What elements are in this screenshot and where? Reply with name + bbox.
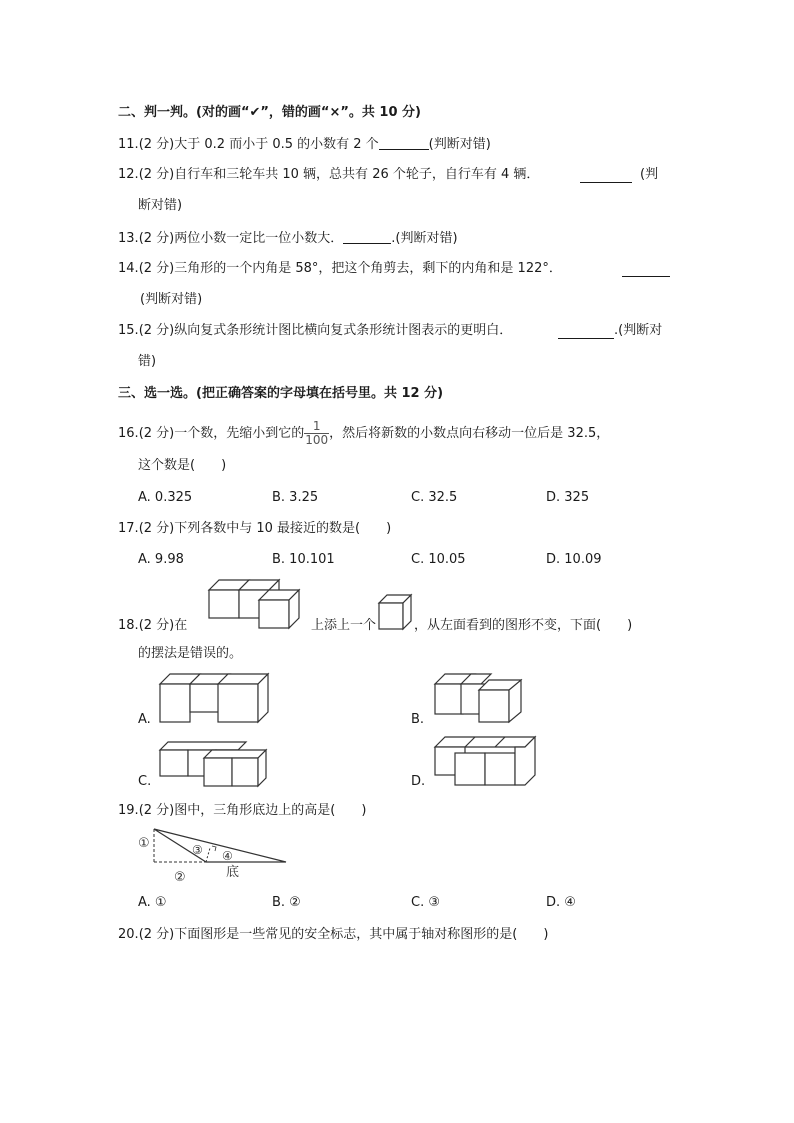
question-18-end: ，从左面看到的图形不变，下面( ) (414, 618, 633, 633)
q18-option-c[interactable]: C. (138, 774, 152, 789)
q19-option-a[interactable]: A. ① (138, 895, 167, 910)
q19-label-2: ② (174, 870, 186, 885)
section-3-heading: 三、选一选。(把正确答案的字母填在括号里。共 12 分) (118, 386, 444, 401)
q16-option-a[interactable]: A. 0.325 (138, 490, 193, 505)
q16-option-c[interactable]: C. 32.5 (411, 490, 458, 505)
q18-option-d[interactable]: D. (411, 774, 426, 789)
q18-option-a[interactable]: A. (138, 712, 151, 727)
question-18-start: 18.(2 分)在 (118, 618, 188, 633)
question-13: 13.(2 分)两位小数一定比一位小数大． .(判断对错) (118, 231, 458, 246)
question-12-tail: (判 (640, 167, 659, 182)
question-15-tail-2: 错) (138, 354, 157, 369)
q19-option-c[interactable]: C. ③ (411, 895, 440, 910)
q19-option-d[interactable]: D. ④ (546, 895, 576, 910)
q19-label-base: 底 (226, 865, 240, 880)
question-16: 16.(2 分)一个数，先缩小到它的 $\frac{1}{100}$ ，然后将新数的小数点向右移动一位后是 32.5， (118, 419, 610, 447)
q19-triangle-figure (138, 826, 288, 886)
q19-label-3: ③ (192, 843, 203, 857)
question-11: 11.(2 分)大于 0.2 而小于 0.5 的小数有 2 个 (判断对错) (118, 137, 491, 152)
section-2-heading: 二、判一判。(对的画“✔”，错的画“×”。共 10 分) (118, 105, 421, 120)
single-cube-figure (378, 594, 412, 630)
answer-blank-14[interactable] (622, 262, 670, 277)
q18-option-b[interactable]: B. (411, 712, 425, 727)
question-16-line-2: 这个数是( ) (138, 458, 227, 473)
q16-option-d[interactable]: D. 325 (546, 490, 590, 505)
question-12-tail-2: 断对错) (138, 198, 183, 213)
answer-blank-11[interactable] (379, 135, 429, 150)
question-20: 20.(2 分)下面图形是一些常见的安全标志，其中属于轴对称图形的是( ) (118, 927, 549, 942)
q19-option-b[interactable]: B. ② (272, 895, 301, 910)
q18-option-b-figure[interactable] (433, 672, 523, 724)
q18-option-c-figure[interactable] (158, 740, 268, 788)
q19-label-4: ④ (222, 849, 233, 863)
q16-option-b[interactable]: B. 3.25 (272, 490, 319, 505)
q17-option-b[interactable]: B. 10.101 (272, 552, 335, 567)
answer-blank-12[interactable] (580, 168, 632, 183)
answer-blank-15[interactable] (558, 324, 614, 339)
question-15: 15.(2 分)纵向复式条形统计图比横向复式条形统计图表示的更明白． (118, 323, 513, 338)
fraction-one-hundredth: $\frac{1}{100}$ (305, 419, 329, 447)
q18-option-a-figure[interactable] (158, 672, 270, 724)
question-17: 17.(2 分)下列各数中与 10 最接近的数是( ) (118, 521, 392, 536)
q19-label-1: ① (138, 836, 150, 851)
q17-option-a[interactable]: A. 9.98 (138, 552, 184, 567)
q18-option-d-figure[interactable] (433, 735, 537, 787)
q17-option-d[interactable]: D. 10.09 (546, 552, 602, 567)
question-14-tail: (判断对错) (140, 292, 203, 307)
question-18-line-2: 的摆法是错误的。 (138, 646, 243, 661)
q17-option-c[interactable]: C. 10.05 (411, 552, 466, 567)
answer-blank-13[interactable] (343, 229, 391, 244)
question-15-tail: .(判断对 (614, 323, 663, 338)
question-19: 19.(2 分)图中，三角形底边上的高是( ) (118, 803, 367, 818)
question-18-mid: 上添上一个 (311, 618, 377, 633)
question-14: 14.(2 分)三角形的一个内角是 58°，把这个角剪去，剩下的内角和是 122°． (118, 261, 562, 276)
q18-base-cubes-figure (207, 578, 307, 630)
question-12: 12.(2 分)自行车和三轮车共 10 辆，总共有 26 个轮子，自行车有 4 辆． (118, 167, 540, 182)
